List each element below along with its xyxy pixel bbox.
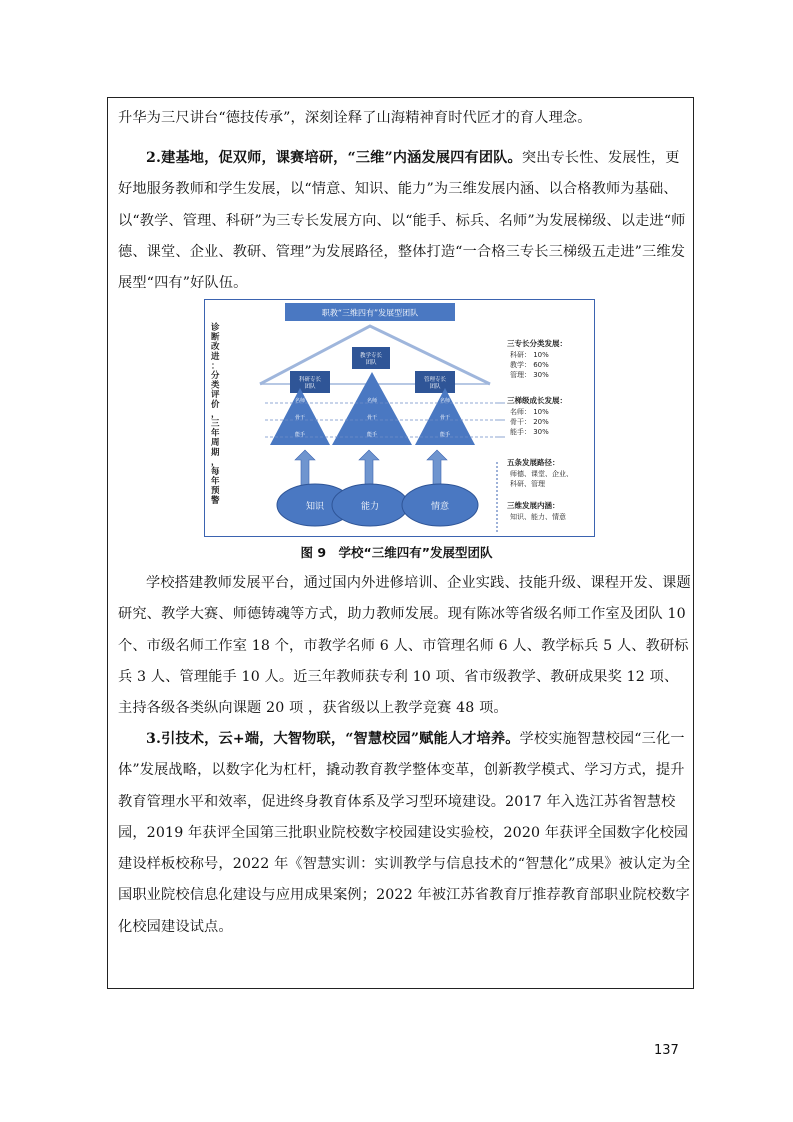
banner-label: 职教“三维四有”发展型团队 — [321, 308, 419, 318]
section-3-heading: 3.引技术，云+端，大智物联，“智慧校园”赋能人才培养。 — [146, 731, 520, 747]
vertical-char: 三 — [211, 419, 220, 429]
vertical-char: 年 — [211, 428, 220, 439]
box-label: 管理专长 — [423, 377, 447, 383]
circle-label: 知识 — [305, 502, 325, 512]
vertical-char: 每 — [211, 467, 220, 477]
legend-title: 三专长分类发展： — [507, 339, 567, 348]
triangle-level-label: 能手 — [294, 432, 306, 438]
circle-label: 能力 — [360, 502, 380, 512]
triangle-level-label: 能手 — [439, 432, 451, 438]
legend-item: 教学： 60% — [510, 361, 549, 369]
vertical-char: ， — [211, 457, 220, 468]
triangle-level-label: 骨干 — [366, 415, 378, 421]
box-label: 团队 — [304, 384, 316, 390]
triangle-level-label: 名师 — [366, 398, 378, 404]
box-label: 团队 — [429, 384, 441, 390]
vertical-char: 进 — [211, 351, 220, 362]
team-diagram — [204, 299, 595, 537]
legend-item: 能手： 30% — [510, 428, 549, 436]
triangle-level-label: 骨干 — [294, 415, 306, 421]
paragraph-1: 升华为三尺讲台“德技传承”，深刻诠释了山海精神育时代匠才的育人理念。 — [118, 110, 592, 126]
triangle-level-label: 骨干 — [439, 415, 451, 421]
page-number: 137 — [654, 1043, 679, 1058]
legend-item: 知识、能力、情意 — [510, 513, 566, 521]
paragraph-4: 3.引技术，云+端，大智物联，“智慧校园”赋能人才培养。学校实施智慧校园“三化一体”发展战略，以数字化为杠杆，撬动教育教学整体变革，创新教学模式、学习方式，提升教育管理水平和效率，促进终身教育体系及学习型环境建设。2017 年入选江苏省智慧校园，2019 年获评全国第三批职业院校数字校园建设实验校，2020 年获评全国数字化校园建设样板校称号，2022 年《智慧实训：实训教学与信息技术的“智慧化”成果》被认定为全国职业院校信息化建设与应用成果案例；2022 年被江苏省教育厅推荐教育部职业院校数字化校园建设试点。 — [118, 731, 691, 935]
legend-item: 骨干： 20% — [510, 418, 549, 426]
legend-item: 名师： 10% — [510, 408, 549, 416]
legend-title: 三梯级成长发展： — [507, 396, 567, 405]
vertical-char: ： — [211, 361, 220, 372]
paragraph-3: 学校搭建教师发展平台，通过国内外进修培训、企业实践、技能升级、课程开发、课题研究、教学大赛、师德铸魂等方式，助力教师发展。现有陈冰等省级名师工作室及团队 10 个、市级名师工作室 18 个，市教学名师 6 人、市管理名师 6 人、教学标兵 5 人、教研标兵 3 人、管理能手 10 人。近三年教师获专利 10 项、省市级教学、教研成果奖 12 项、主持各级各类纵向课题 20 项 ，获省级以上教学竞赛 48 项。 — [118, 575, 691, 717]
legend-title: 三维发展内涵： — [507, 501, 560, 510]
vertical-char: 预 — [211, 486, 220, 497]
box-label: 科研专长 — [298, 377, 322, 383]
legend-item: 科研： 10% — [510, 351, 549, 359]
vertical-char: ， — [211, 409, 220, 420]
box-label: 团队 — [365, 360, 377, 366]
vertical-char: 改 — [211, 342, 220, 353]
left-vertical-text — [210, 322, 220, 506]
vertical-char: 期 — [211, 447, 220, 458]
vertical-char: 评 — [211, 390, 220, 401]
vertical-char: 警 — [211, 495, 220, 506]
vertical-char: 周 — [211, 438, 220, 449]
triangle-level-label: 名师 — [439, 398, 451, 404]
section-2-heading: 2.建基地，促双师，课赛培研，“三维”内涵发展四有团队。 — [146, 150, 522, 166]
paragraph-2: 2.建基地，促双师，课赛培研，“三维”内涵发展四有团队。突出专长性、发展性，更好地服务教师和学生发展，以“情意、知识、能力”为三维发展内涵、以合格教师为基础、以“教学、管理、科研”为三专长发展方向、以“能手、标兵、名师”为发展梯级、以走进“师德、课堂、企业、教研、管理”为发展路径，整体打造“一合格三专长三梯级五走进”三维发展型“四有”好队伍。 — [118, 150, 686, 292]
figure-caption: 图 9 学校“三维四有”发展型团队 — [300, 545, 493, 560]
legend-item: 管理： 30% — [510, 371, 549, 379]
triangle-level-label: 名师 — [294, 398, 306, 404]
vertical-char: 年 — [211, 476, 220, 487]
vertical-char: 断 — [211, 332, 220, 343]
legend-item: 师德、课堂、企业、 — [510, 470, 573, 478]
triangle-level-label: 能手 — [366, 432, 378, 438]
box-label: 教学专长 — [359, 353, 383, 359]
vertical-char: 价 — [211, 399, 220, 410]
vertical-char: 分 — [211, 371, 220, 381]
vertical-char: 诊 — [211, 323, 220, 333]
circle-label: 情意 — [430, 502, 450, 512]
legend-item: 科研、管理 — [510, 480, 545, 488]
vertical-char: 类 — [211, 380, 220, 391]
legend-title: 五条发展路径： — [507, 458, 560, 467]
